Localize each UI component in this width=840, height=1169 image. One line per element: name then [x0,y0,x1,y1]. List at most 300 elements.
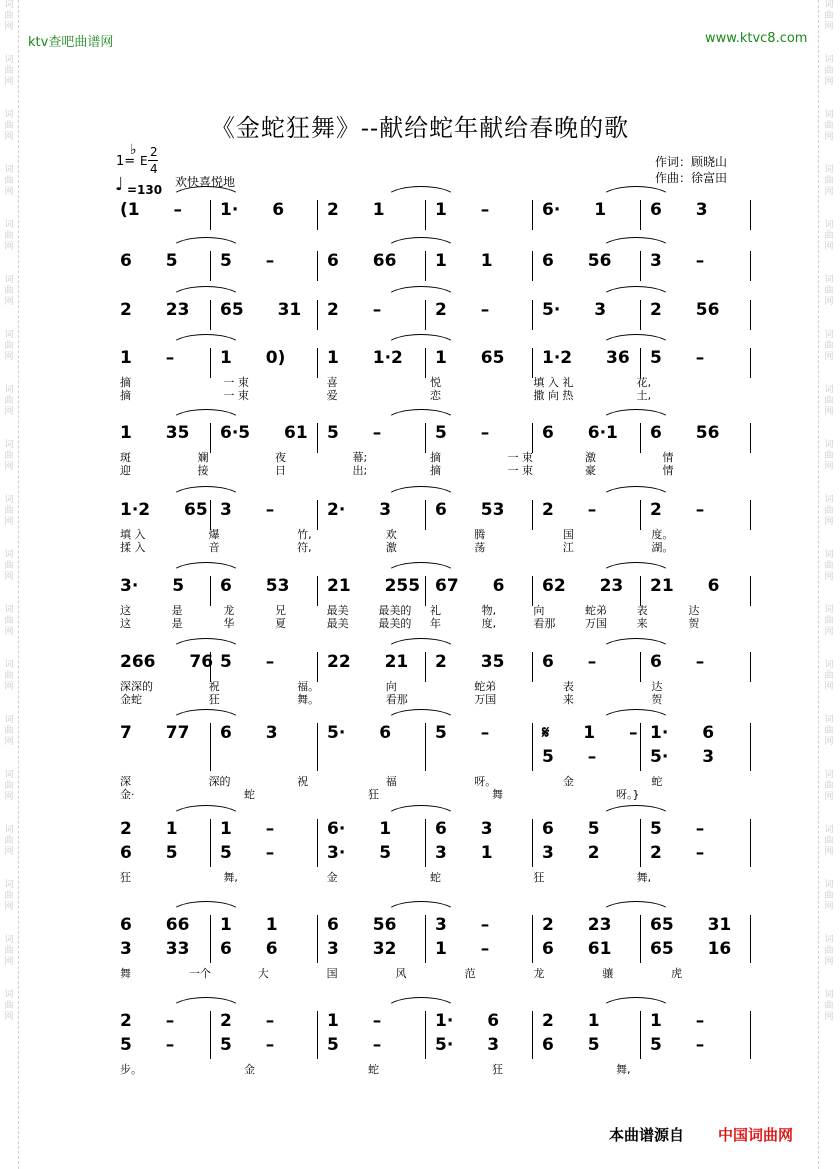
watermark-group: 词 曲 网 [824,990,834,1022]
watermark-group: 词 曲 网 [824,825,834,857]
lyric-word: 贺 [651,693,663,706]
measure-notes: 5 – [650,819,705,839]
measure-notes-lower: 5· 3 [435,1035,500,1055]
measure-notes: 2 – [650,500,705,520]
measure-notes: 2· 3 [327,500,392,520]
slur-arc [385,638,457,651]
slur-arc [600,334,672,347]
measure-notes: 1 1 [435,251,493,271]
expression: 欢快喜悦地 [175,175,236,189]
slur-arc [600,409,672,422]
slur-arc [385,997,457,1010]
measure-notes: 1 – [120,348,175,368]
slur-arc [170,409,242,422]
measure-notes: 21 6 [650,576,720,596]
measure-notes: 266 76 [120,652,214,672]
lyric-word: 风 [395,967,407,980]
lyric-word: 最美的 [378,604,412,617]
bar-line [425,723,426,771]
composer: 作曲：徐富田 [655,171,728,185]
measure-notes-lower: 3 2 [542,843,600,863]
slur-arc [385,486,457,499]
lyric-word: 湖。 [651,541,674,554]
footer-site-link[interactable]: 中国词曲网 [718,1126,794,1144]
lyric-word: 摘 [120,376,131,389]
bar-line [640,300,641,330]
slur-arc [600,805,672,818]
lyric-word: 舞, [223,871,238,884]
lyric-word: 向 [385,680,397,693]
lyric-word: 步。 [120,1063,142,1076]
quarter-note-icon: ♩ [115,174,124,195]
measure-notes: 1 1 [220,915,278,935]
lyric-word: 夜 [275,451,286,464]
bar-line [317,915,318,963]
bar-line [640,819,641,867]
measure-notes: 1 – [435,200,490,220]
measure-notes: 67 6 [435,576,505,596]
left-border-line [18,0,19,1169]
lyricist: 作词：顾晓山 [655,155,728,169]
lyric-word: 恋 [430,389,441,402]
lyric-word: 骧 [602,967,614,980]
bar-line [640,723,641,771]
measure-notes-lower: 5 – [220,1035,275,1055]
measure-notes: 2 1 [120,819,178,839]
watermark-group: 词 曲 网 [824,330,834,362]
lyric-word: 撒 向 热 [533,389,574,402]
measure-notes: 1· 6 [220,200,285,220]
measure-notes: 6 56 [327,915,397,935]
bar-line [640,1011,641,1059]
slur-arc [600,562,672,575]
measure-notes: 2 1 [327,200,385,220]
header-site-right[interactable]: www.ktvc8.com [705,31,808,46]
watermark-group: 词 曲 网 [4,0,14,32]
lyric-word: 祝 [297,775,309,788]
lyric-word: 兄 [275,604,286,617]
bar-line [532,915,533,963]
watermark-group: 词 曲 网 [4,660,14,692]
time-divider [148,160,158,161]
lyric-word: 向 [533,604,545,617]
measure-notes: 2 – [220,1011,275,1031]
measure-notes-lower: 5 – [220,843,275,863]
bar-line [317,652,318,682]
bar-line [425,1011,426,1059]
watermark-group: 词 曲 网 [824,495,834,527]
bar-line [210,723,211,771]
measure-notes: 𝄋 1 – [542,723,638,743]
measure-notes: 5 – [220,652,275,672]
lyric-word: 斑 [120,451,131,464]
measure-notes: 65 31 [220,300,302,320]
slur-arc [385,186,457,199]
watermark-group: 词 曲 网 [4,385,14,417]
lyric-word: 豪 [585,464,596,477]
lyric-word: 喜 [326,376,338,389]
watermark-group: 词 曲 网 [4,495,14,527]
measure-notes: 22 21 [327,652,409,672]
lyric-word: 来 [636,617,648,630]
lyric-word: 虎 [671,967,683,980]
lyric-word: 摘 [430,451,441,464]
measure-notes-lower: 6 6 [220,939,278,959]
slur-arc [170,901,242,914]
watermark-group: 词 曲 网 [824,385,834,417]
slur-arc [385,805,457,818]
bar-line [210,348,211,378]
bar-line [425,819,426,867]
slur-arc [385,709,457,722]
slur-arc [170,562,242,575]
end-bar-line [750,819,751,849]
bar-line [210,251,211,281]
measure-notes: 5 – [435,723,490,743]
slur-arc [600,638,672,651]
lyric-word: 年 [430,617,441,630]
watermark-group: 词 曲 网 [4,935,14,967]
end-bar-line [750,576,751,606]
bar-line [210,576,211,606]
lyric-word: 出; [352,464,368,477]
end-bar-line [750,348,751,378]
lyric-word: 度。 [651,528,674,541]
lyric-word: 狂 [368,788,379,801]
measure-notes: 6 – [542,652,597,672]
measure-notes-lower: 5 – [542,747,597,767]
bar-line [640,500,641,530]
lyric-word: 悦 [430,376,441,389]
time-bottom: 4 [150,162,158,176]
bar-line [425,200,426,230]
lyric-word: 狂 [533,871,545,884]
key-note: E [140,154,148,168]
lyric-word: 蛇 [651,775,663,788]
measure-notes: 62 23 [542,576,624,596]
watermark-group: 词 曲 网 [4,825,14,857]
watermark-group: 词 曲 网 [824,275,834,307]
song-title: 《金蛇狂舞》--献给蛇年献给春晚的歌 [210,114,630,142]
left-watermark [2,0,16,1045]
lyric-word: 符, [297,541,312,554]
end-bar-line [750,500,751,530]
measure-notes: 6 56 [542,251,612,271]
lyric-word: 龙 [223,604,235,617]
watermark-group: 词 曲 网 [4,110,14,142]
bar-line [425,500,426,530]
measure-notes-lower: 5 – [120,1035,175,1055]
measure-notes: 1 35 [120,423,190,443]
lyric-word: 幕; [352,451,368,464]
lyric-word: 情 [662,451,674,464]
measure-notes: 2 – [435,300,490,320]
lyric-word: 祝 [208,680,220,693]
lyric-word: 江 [562,541,574,554]
lyric-word: 一个 [188,967,211,980]
measure-notes-lower: 6 5 [120,843,178,863]
watermark-group: 词 曲 网 [4,770,14,802]
measure-notes: 6· 1 [542,200,607,220]
measure-notes: 3 – [435,915,490,935]
bar-line [532,348,533,378]
lyric-word: 舞。 [297,693,320,706]
measure-notes: 2 – [327,300,382,320]
measure-notes: 1· 6 [435,1011,500,1031]
bar-line [532,251,533,281]
lyric-word: 来 [562,693,574,706]
lyric-word: 音 [208,541,220,554]
lyric-word: 迎 [120,464,131,477]
lyric-word: 表 [636,604,648,617]
bar-line [640,251,641,281]
watermark-group: 词 曲 网 [824,880,834,912]
lyric-word: 揉 入 [120,541,146,554]
lyric-word: 蛇 [430,871,441,884]
watermark-group: 词 曲 网 [824,660,834,692]
lyric-word: 呀。} [616,788,640,801]
lyric-word: 表 [562,680,574,693]
tempo: =130 [127,183,163,197]
flat-sign: ♭ [130,142,137,158]
watermark-group: 词 曲 网 [824,165,834,197]
lyric-word: 金 [562,775,574,788]
lyric-word: 最美的 [378,617,412,630]
lyric-word: 蛇弟 [474,680,497,693]
bar-line [210,423,211,453]
slur-arc [385,286,457,299]
bar-line [317,251,318,281]
lyric-word: 范 [464,967,476,980]
slur-arc [170,638,242,651]
lyric-word: 激 [585,451,596,464]
lyric-word: 深 [120,775,131,788]
lyric-word: 福。 [297,680,320,693]
bar-line [210,819,211,867]
measure-notes: 2 23 [542,915,612,935]
bar-line [640,348,641,378]
measure-notes: 6 3 [650,200,708,220]
slur-arc [170,286,242,299]
lyric-word: 最美 [326,604,349,617]
slur-arc [170,486,242,499]
watermark-group: 词 曲 网 [4,275,14,307]
measure-notes: 6· 1 [327,819,392,839]
lyric-word: 爆 [208,528,220,541]
measure-notes-lower: 1 – [435,939,490,959]
measure-notes-lower: 6 61 [542,939,612,959]
lyric-word: 贺 [688,617,700,630]
lyric-word: 达 [651,680,663,693]
bar-line [210,915,211,963]
measure-notes-lower: 5 – [327,1035,382,1055]
watermark-group: 词 曲 网 [824,935,834,967]
lyric-word: 接 [197,464,209,477]
bar-line [210,200,211,230]
watermark-group: 词 曲 网 [4,220,14,252]
lyric-word: 狂 [120,871,131,884]
measure-notes: 6 53 [220,576,290,596]
footer-source-label: 本曲谱源自 [609,1126,685,1144]
lyric-word: 华 [223,617,235,630]
watermark-group: 词 曲 网 [4,605,14,637]
bar-line [317,819,318,867]
measure-notes: 6·5 61 [220,423,308,443]
measure-notes: 2 1 [542,1011,600,1031]
bar-line [640,652,641,682]
end-bar-line [750,251,751,281]
measure-notes: 6 3 [220,723,278,743]
slur-arc [385,562,457,575]
slur-arc [170,709,242,722]
bar-line [425,348,426,378]
lyric-word: 金· [120,788,135,801]
lyric-word: 舞, [636,871,652,884]
watermark-group: 词 曲 网 [4,550,14,582]
lyric-word: 激 [385,541,397,554]
watermark-group: 词 曲 网 [4,440,14,472]
bar-line [210,500,211,530]
end-bar-line [750,652,751,682]
bar-line [425,423,426,453]
bar-line [317,300,318,330]
watermark-group: 词 曲 网 [4,55,14,87]
watermark-group: 词 曲 网 [4,990,14,1022]
bar-line [640,200,641,230]
lyric-word: 是 [171,604,183,617]
lyric-word: 大 [257,967,269,980]
measure-notes: 1 – [650,1011,705,1031]
measure-notes: 2 35 [435,652,505,672]
lyric-word: 龙 [533,967,545,980]
watermark-group: 词 曲 网 [824,440,834,472]
watermark-group: 词 曲 网 [4,165,14,197]
measure-notes-lower: 5 – [650,1035,705,1055]
watermark-group: 词 曲 网 [4,330,14,362]
measure-notes: 5 – [327,423,382,443]
measure-notes-lower: 5· 3 [650,747,715,767]
bar-line [425,251,426,281]
watermark-group: 词 曲 网 [824,220,834,252]
bar-line [317,576,318,606]
bar-line [210,1011,211,1059]
lyric-word: 金 [326,871,338,884]
measure-notes: 7 77 [120,723,190,743]
slur-arc [600,709,672,722]
measure-notes-lower: 3 32 [327,939,397,959]
lyric-word: 舞 [492,788,503,801]
measure-notes: 1 – [220,819,275,839]
measure-notes: 6 53 [435,500,505,520]
slur-arc [170,997,242,1010]
measure-notes: 6 6·1 [542,423,618,443]
measure-notes: 3 – [650,251,705,271]
measure-notes: 5 – [435,423,490,443]
slur-arc [170,334,242,347]
bar-line [640,423,641,453]
watermark-group: 词 曲 网 [824,0,834,32]
bar-line [532,652,533,682]
lyric-word: 竹, [297,528,312,541]
measure-notes: 1· 6 [650,723,715,743]
lyric-word: 蛇 [368,1063,379,1076]
lyric-word: 土, [636,389,652,402]
lyric-word: 日 [275,464,286,477]
lyric-word: 是 [171,617,183,630]
measure-notes: 6 5 [120,251,178,271]
lyric-word: 填 入 [120,528,146,541]
watermark-group: 词 曲 网 [824,605,834,637]
end-bar-line [750,423,751,453]
header-site-left[interactable]: ktv查吧曲谱网 [28,35,114,50]
bar-line [532,300,533,330]
measure-notes: 5· 3 [542,300,607,320]
measure-notes-lower: 3 1 [435,843,493,863]
measure-notes: 6 5 [542,819,600,839]
bar-line [317,423,318,453]
lyric-word: 一 束 [223,376,249,389]
right-border-line [818,0,819,1169]
lyric-word: 夏 [275,617,286,630]
lyric-word: 蛇 [244,788,255,801]
slur-arc [385,237,457,250]
lyric-word: 金 [244,1063,255,1076]
bar-line [317,200,318,230]
watermark-group: 词 曲 网 [824,55,834,87]
lyric-word: 狂 [208,693,220,706]
slur-arc [600,286,672,299]
measure-notes: 2 – [120,1011,175,1031]
end-bar-line [750,1011,751,1041]
lyric-word: 万国 [585,617,607,630]
measure-notes-lower: 3 33 [120,939,190,959]
slur-arc [600,997,672,1010]
bar-line [532,423,533,453]
lyric-word: 填 入 礼 [533,376,574,389]
measure-notes: 1 0) [220,348,286,368]
bar-line [317,1011,318,1059]
measure-notes: 6 – [650,652,705,672]
slur-arc [385,334,457,347]
time-top: 2 [150,145,158,159]
slur-arc [170,805,242,818]
bar-line [425,300,426,330]
end-bar-line [750,723,751,753]
measure-notes-lower: 6 5 [542,1035,600,1055]
lyric-word: 福 [385,775,397,788]
measure-notes: 1 65 [435,348,505,368]
lyric-word: 这 [120,617,131,630]
measure-notes: 2 – [542,500,597,520]
lyric-word: 度, [481,617,497,630]
lyric-word: 爱 [326,389,338,402]
lyric-word: 金蛇 [120,693,142,706]
measure-notes-lower: 65 16 [650,939,732,959]
measure-notes: 21 255 [327,576,421,596]
bar-line [317,500,318,530]
watermark-group: 词 曲 网 [4,715,14,747]
measure-notes: 3· 5 [120,576,185,596]
lyric-word: 一 束 [507,451,533,464]
measure-notes: 6 66 [327,251,397,271]
measure-notes: 6 56 [650,423,720,443]
lyric-word: 达 [688,604,700,617]
lyric-word: 摘 [430,464,441,477]
lyric-word: 国 [326,967,338,980]
measure-notes: 5 – [220,251,275,271]
lyric-word: 最美 [326,617,349,630]
lyric-word: 狂 [492,1063,503,1076]
